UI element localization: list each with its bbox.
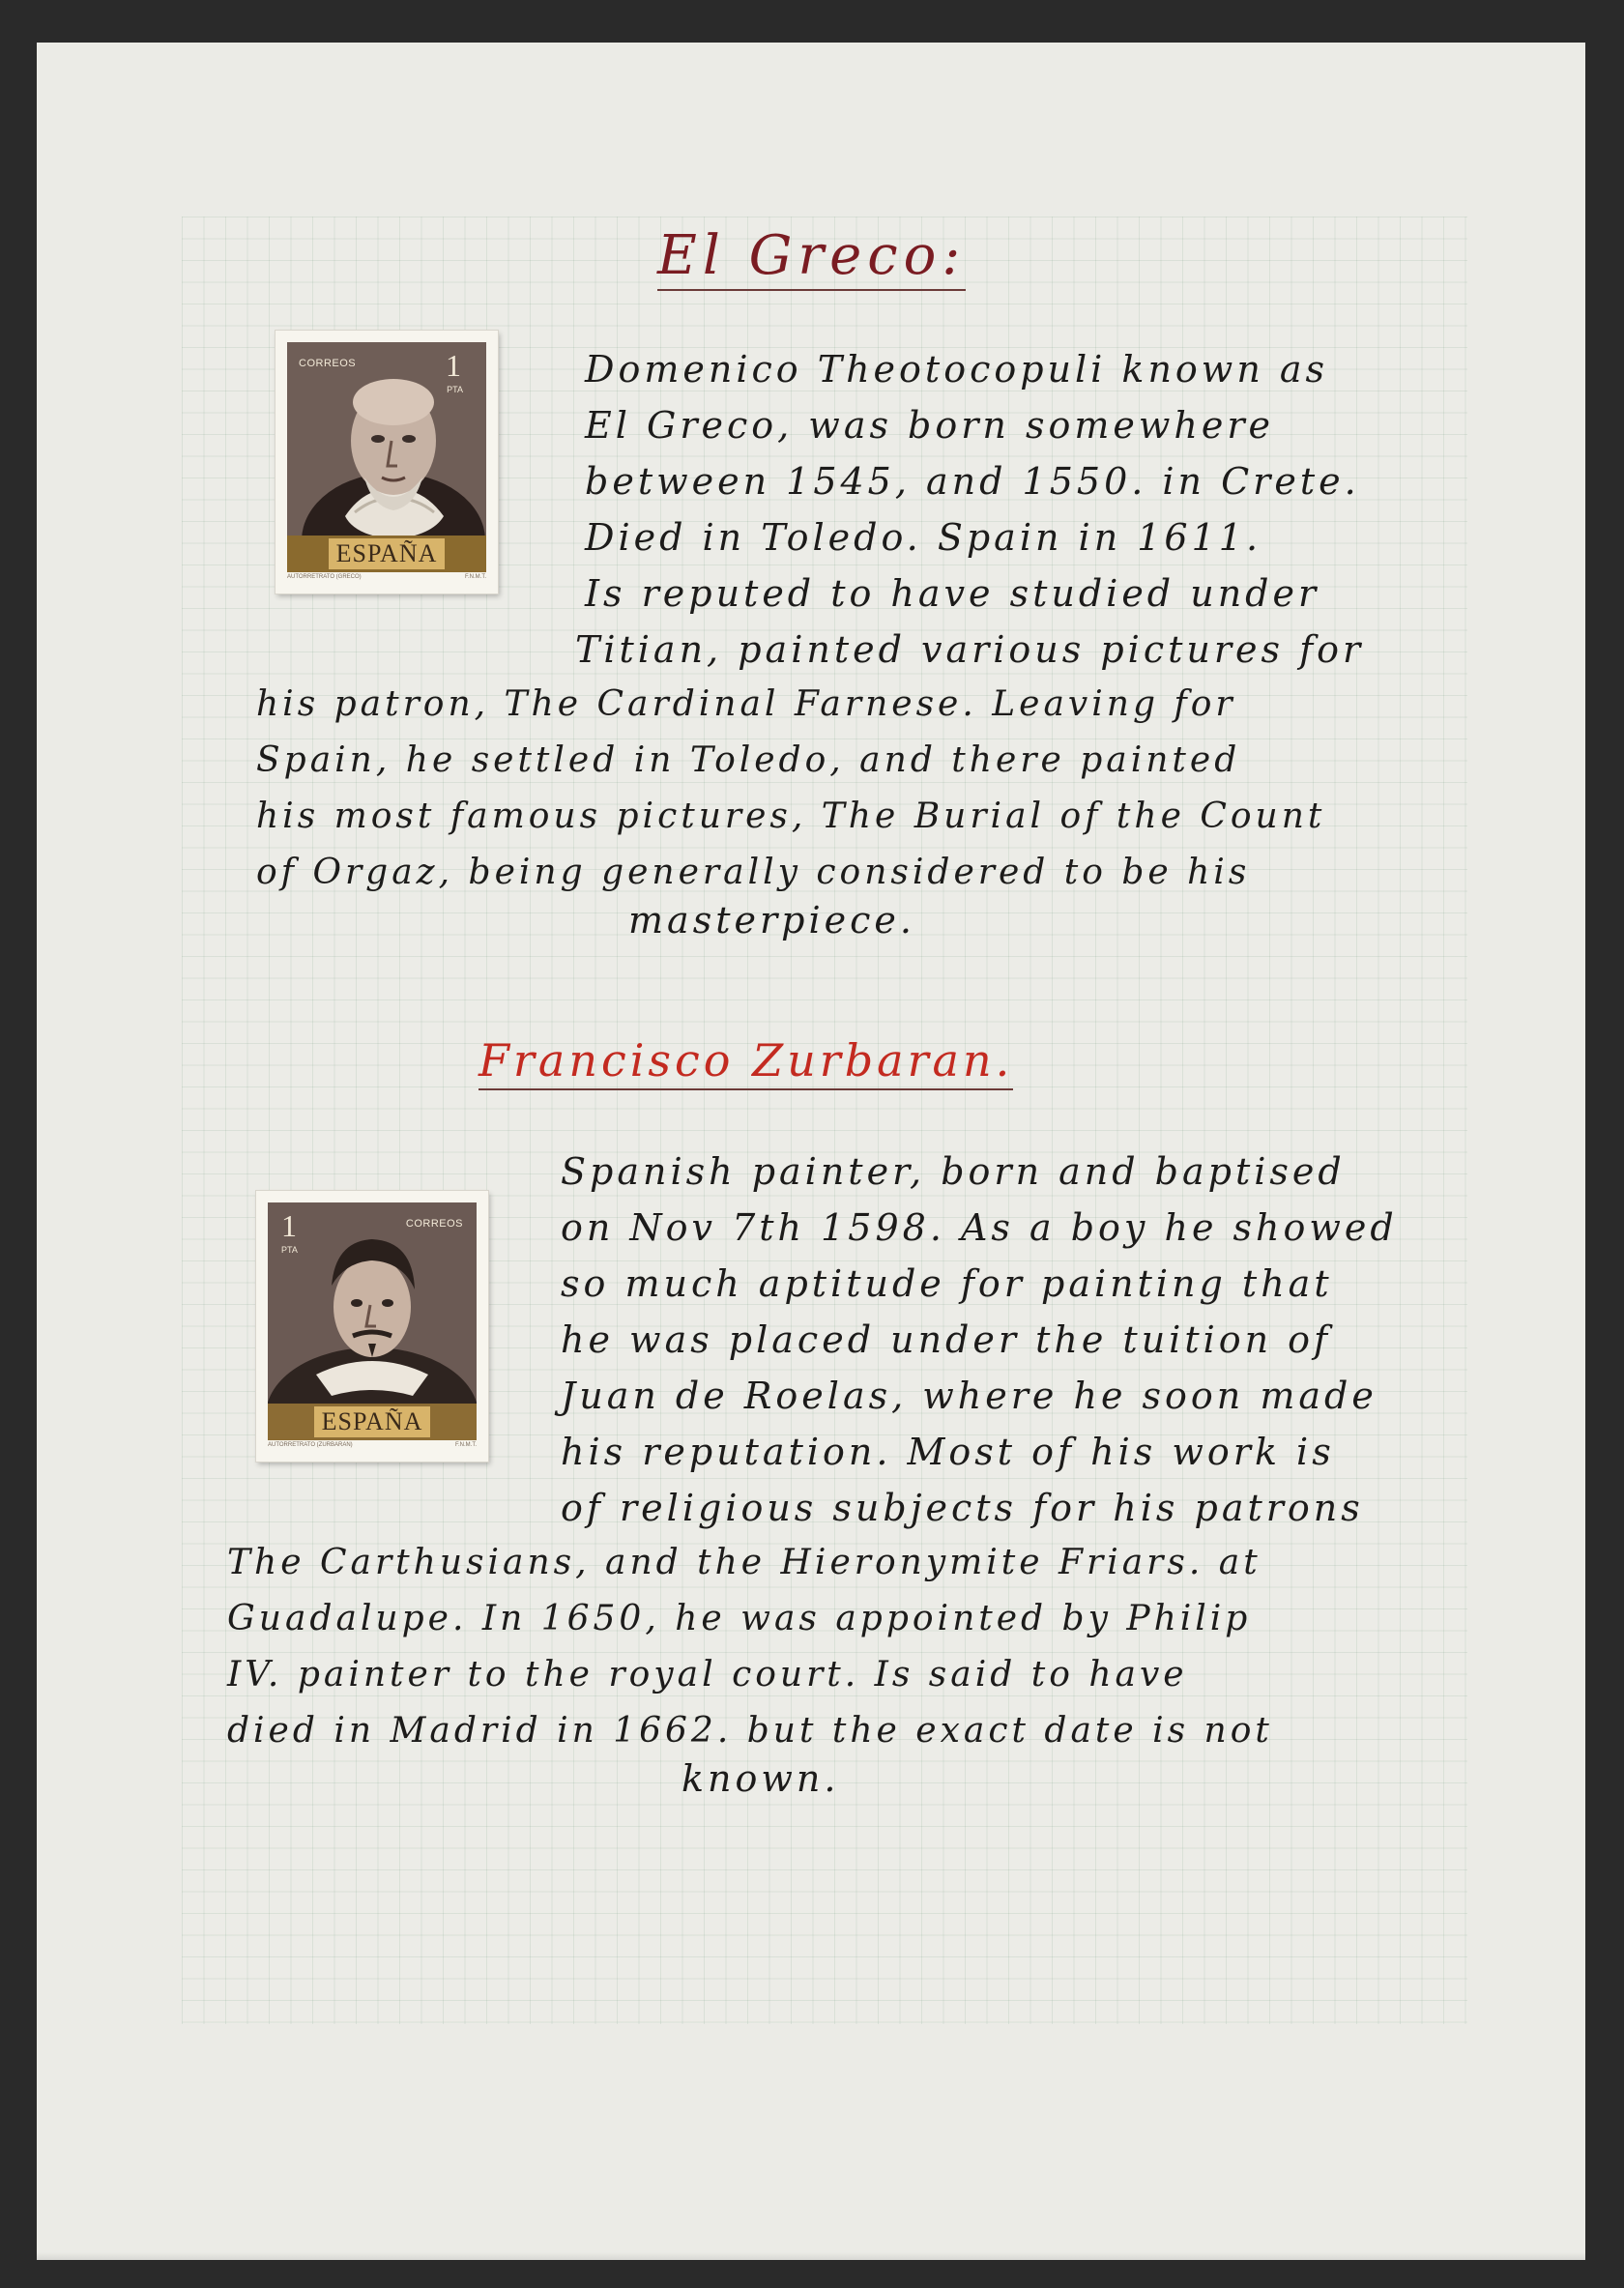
stamp-zurbaran-design [268,1202,477,1450]
zurbaran-line-3: so much aptitude for painting that [561,1262,1333,1305]
greco-line-9: his most famous pictures, The Burial of the Count [256,796,1326,836]
section-1-title-text: El Greco: [657,224,967,287]
zurbaran-line-5: Juan de Roelas, where he soon made [561,1375,1378,1417]
section-1-title-underline [657,289,966,291]
stamp-el-greco-correos: CORREOS [299,358,357,369]
stamp-el-greco-banner [287,536,486,572]
greco-line-5: Is reputed to have studied under [585,572,1320,615]
page-shadow [37,2252,1585,2260]
greco-line-6: Titian, painted various pictures for [575,628,1365,671]
stamp-el-greco-country: ESPAÑA [329,538,446,569]
section-1-title [657,224,966,291]
greco-line-4: Died in Toledo. Spain in 1611. [585,516,1262,559]
stamp-zurbaran-banner [268,1404,477,1440]
stamp-zurbaran-caption-right: F.N.M.T. [455,1442,477,1448]
stamp-zurbaran-unit: PTA [281,1245,298,1255]
stamp-el-greco-caption-left: AUTORRETRATO (GRECO) [287,574,362,580]
zurbaran-line-7: of religious subjects for his patrons [561,1487,1364,1529]
stamp-zurbaran-correos: CORREOS [405,1218,463,1230]
stamp-zurbaran-caption-left: AUTORRETRATO (ZURBARAN) [268,1442,353,1448]
stamp-el-greco-caption-right: F.N.M.T. [465,574,486,580]
greco-line-3: between 1545, and 1550. in Crete. [585,460,1360,503]
stamp-el-greco-design [287,342,486,582]
zurbaran-line-9: Guadalupe. In 1650, he was appointed by Philip [227,1599,1252,1638]
greco-line-8: Spain, he settled in Toledo, and there painted [256,740,1241,780]
zurbaran-line-11: died in Madrid in 1662. but the exact date is not [227,1711,1273,1751]
stamp-zurbaran-header [268,1202,477,1270]
zurbaran-line-2: on Nov 7th 1598. As a boy he showed [561,1206,1398,1249]
section-2-title [478,1034,1013,1090]
section-2-title-text: Francisco Zurbaran. [478,1034,1014,1086]
stamp-el-greco-caption [287,572,486,582]
stamp-zurbaran-value: 1 [281,1208,297,1243]
stamp-el-greco-header [287,342,486,410]
section-2-title-underline [478,1088,1013,1090]
zurbaran-line-8: The Carthusians, and the Hieronymite Friars. at [227,1543,1262,1582]
zurbaran-line-10: IV. painter to the royal court. Is said to have [227,1655,1188,1694]
greco-line-7: his patron, The Cardinal Farnese. Leaving for [256,684,1236,724]
greco-line-10: of Orgaz, being generally considered to be his [256,853,1251,892]
greco-line-11: masterpiece. [628,899,915,941]
stamp-el-greco-unit: PTA [447,385,463,394]
stamp-el-greco-value: 1 [446,348,461,383]
stamp-el-greco [276,331,498,594]
zurbaran-line-6: his reputation. Most of his work is [561,1431,1335,1473]
stamp-zurbaran [256,1191,488,1462]
zurbaran-line-12: known. [682,1757,840,1800]
stamp-zurbaran-country: ESPAÑA [314,1406,431,1437]
zurbaran-line-1: Spanish painter, born and baptised [561,1150,1346,1193]
greco-line-1: Domenico Theotocopuli known as [585,348,1329,391]
greco-line-2: El Greco, was born somewhere [585,404,1275,447]
stamp-zurbaran-caption [268,1440,477,1450]
zurbaran-line-4: he was placed under the tuition of [561,1318,1332,1361]
